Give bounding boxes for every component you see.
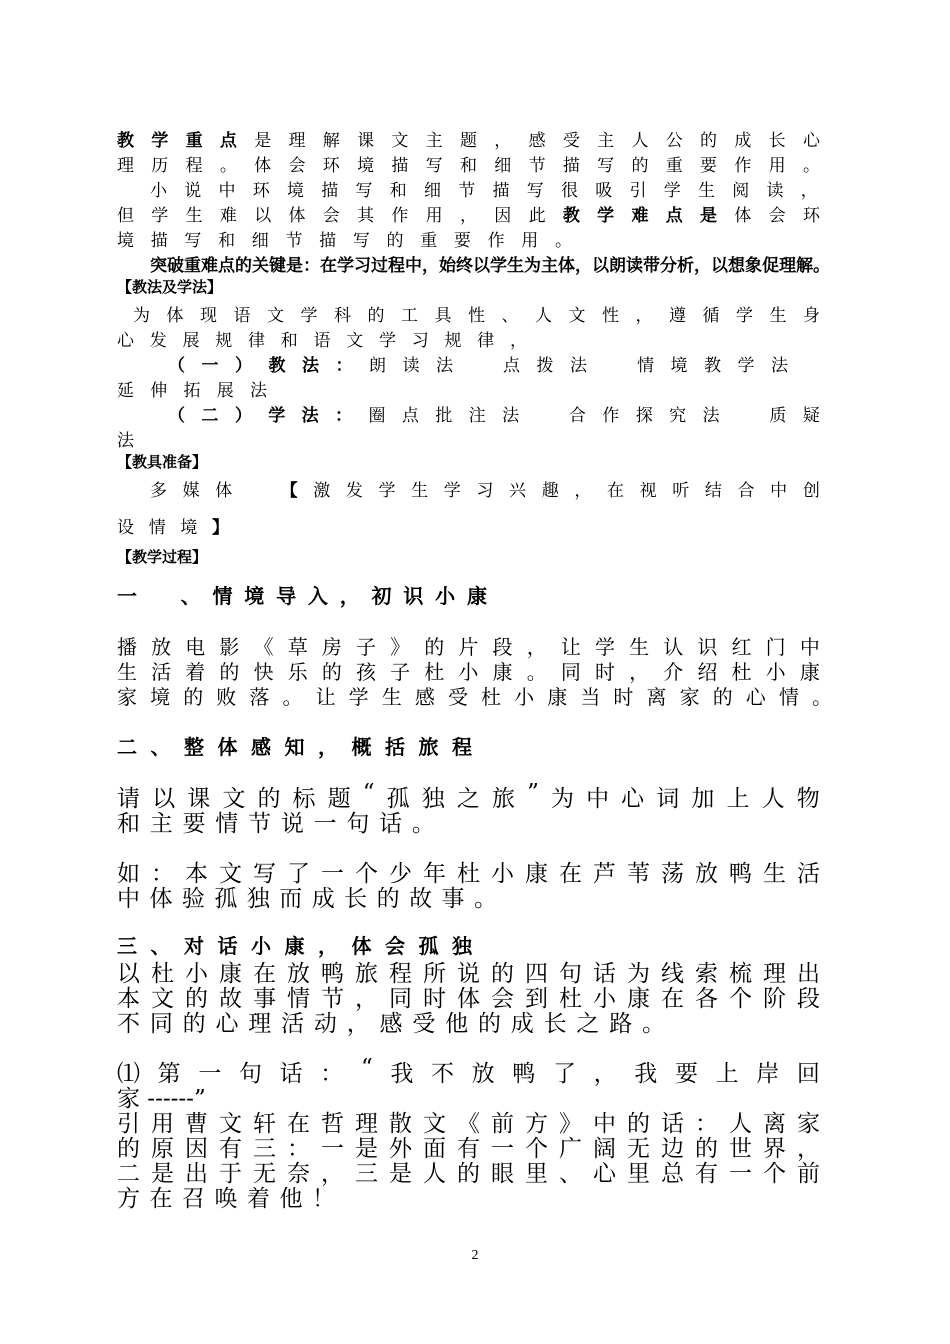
- text-line: [117, 546, 207, 567]
- text-line: [117, 451, 207, 472]
- text-segment: 突破重难点的关键是：在学习过程中，始终以学生为主体，以朗读带分析，以想象促理解。: [150, 256, 830, 276]
- text-line: （ 二 ） 学 法 ： 圈 点 批 注 法 合 作 探 究 法 质 疑: [168, 406, 820, 426]
- text-line: 生 活 着 的 快 乐 的 孩 子 杜 小 康 。 同 时 ， 介 绍 杜 小 康: [117, 660, 820, 684]
- text-line: 引 用 曹 文 轩 在 哲 理 散 文 《 前 方 》 中 的 话 ： 人 离 家: [117, 1111, 820, 1137]
- text-segment: 【教法及学法】: [117, 278, 223, 296]
- text-line: 方 在 召 唤 着 他 ！: [117, 1186, 335, 1212]
- text-segment: 【教学过程】: [117, 548, 208, 566]
- text-line: 播 放 电 影 《 草 房 子 》 的 片 段 ， 让 学 生 认 识 红 门 中: [117, 635, 820, 659]
- text-line: （ 一 ） 教 法 ： 朗 读 法 点 拨 法 情 境 教 学 法: [168, 356, 788, 376]
- text-line: 如 ： 本 文 写 了 一 个 少 年 杜 小 康 在 芦 苇 荡 放 鸭 生 活: [117, 861, 820, 887]
- text-line: 境 描 写 和 细 节 描 写 的 重 要 作 用 。: [117, 231, 572, 251]
- text-line: 二 是 出 于 无 奈 ， 三 是 人 的 眼 里 、 心 里 总 有 一 个 前: [117, 1161, 820, 1187]
- text-line: 理 历 程 。 体 会 环 境 描 写 和 细 节 描 写 的 重 要 作 用 。: [117, 156, 820, 176]
- text-line: 不 同 的 心 理 活 动 ， 感 受 他 的 成 长 之 路 。: [117, 1011, 665, 1037]
- text-line: 延 伸 拓 展 法: [117, 381, 267, 401]
- text-line: [150, 251, 830, 276]
- text-line: 中 体 验 孤 独 而 成 长 的 故 事 。: [117, 886, 497, 912]
- text-line: 家 境 的 败 落 。 让 学 生 感 受 杜 小 康 当 时 离 家 的 心 情 。: [117, 685, 832, 709]
- text-line: 的 原 因 有 三 ： 一 是 外 面 有 一 个 广 阔 无 边 的 世 界 ，: [117, 1136, 820, 1162]
- text-line: [117, 276, 222, 297]
- text-segment: 【教具准备】: [117, 453, 208, 471]
- text-line: 一 、 情 境 导 入 ， 初 识 小 康: [117, 584, 487, 608]
- text-line: 本 文 的 故 事 情 节 ， 同 时 体 会 到 杜 小 康 在 各 个 阶 段: [117, 986, 820, 1012]
- text-line: 教 学 重 点 是 理 解 课 文 主 题 ， 感 受 主 人 公 的 成 长 心: [117, 131, 820, 151]
- text-line: 请 以 课 文 的 标 题 “ 孤 独 之 旅 ” 为 中 心 词 加 上 人 物: [117, 780, 820, 812]
- text-line: 三 、 对 话 小 康 ， 体 会 孤 独: [117, 934, 472, 958]
- text-segment: 家 ------”: [117, 1086, 206, 1112]
- text-line: 但 学 生 难 以 体 会 其 作 用 ， 因 此 教 学 难 点 是 体 会 环: [117, 206, 820, 226]
- text-line: 以 杜 小 康 在 放 鸭 旅 程 所 说 的 四 句 话 为 线 索 梳 理 出: [117, 961, 820, 987]
- text-line: 多 媒 体 【 激 发 学 生 学 习 兴 趣 ， 在 视 听 结 合 中 创: [150, 481, 820, 501]
- text-line: 心 发 展 规 律 和 语 文 学 习 规 律 ，: [117, 331, 527, 351]
- text-line: [117, 426, 134, 451]
- text-line: 二 、 整 体 感 知 ， 概 括 旅 程: [117, 735, 472, 759]
- text-segment: 法: [117, 431, 134, 451]
- text-line: 小 说 中 环 境 描 写 和 细 节 描 写 很 吸 引 学 生 阅 读 ，: [150, 181, 818, 201]
- text-line: 为 体 现 语 文 学 科 的 工 具 性 、 人 文 性 ， 遵 循 学 生 身: [133, 306, 820, 326]
- page-number: 2: [471, 1248, 479, 1263]
- text-line: 设 情 境 】: [117, 518, 229, 538]
- text-line: 和 主 要 情 节 说 一 句 话 。: [117, 811, 435, 837]
- text-line: ⑴ 第 一 句 话 ： “ 我 不 放 鸭 了 ， 我 要 上 岸 回: [117, 1055, 820, 1087]
